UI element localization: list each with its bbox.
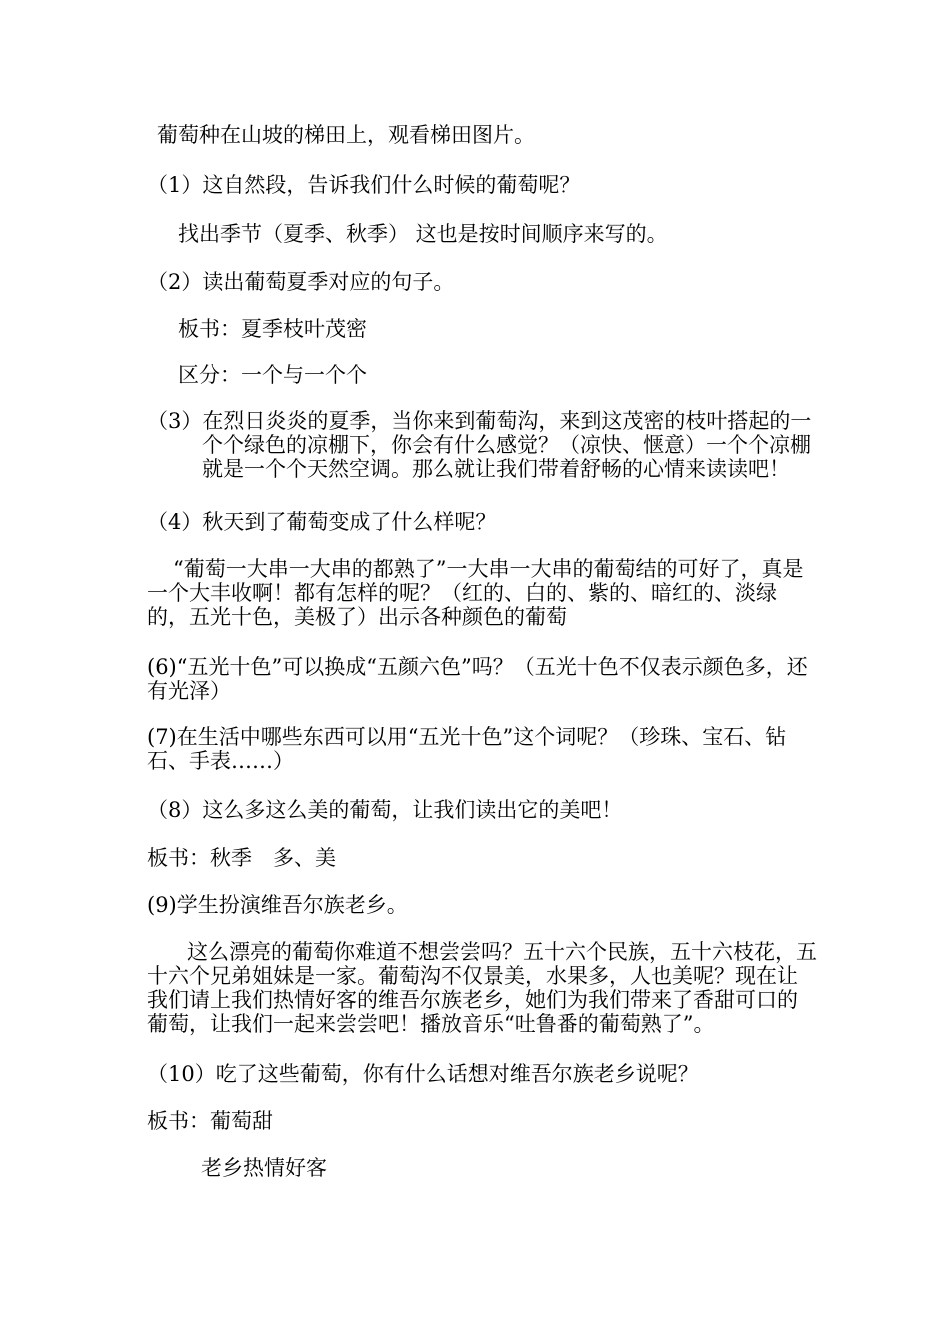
question-1: （1）这自然段，告诉我们什么时候的葡萄呢？ (147, 173, 581, 197)
paragraph-terraced-fields: 葡萄种在山坡的梯田上，观看梯田图片。 (157, 123, 535, 147)
board-note-summer: 板书：夏季枝叶茂密 (178, 317, 367, 341)
question-9: (9)学生扮演维吾尔族老乡。 (147, 893, 408, 917)
question-3: （3）在烈日炎炎的夏季，当你来到葡萄沟，来到这茂密的枝叶搭起的一个个绿色的凉棚下，你会有什么感觉？（凉快、惬意）一个个凉棚就是一个个天然空调。那么就让我们带着舒畅的心情来读读吧！ (147, 409, 812, 481)
board-note-sweet: 板书：葡萄甜 (147, 1109, 273, 1133)
question-7: (7)在生活中哪些东西可以用“五光十色”这个词呢？（珍珠、宝石、钻石、手表……） (147, 725, 787, 773)
question-8: （8）这么多这么美的葡萄，让我们读出它的美吧！ (147, 798, 623, 822)
question-2: （2）读出葡萄夏季对应的句子。 (147, 270, 455, 294)
question-4: （4）秋天到了葡萄变成了什么样呢？ (147, 510, 497, 534)
paragraph-uyghur-villagers: 这么漂亮的葡萄你难道不想尝尝吗？五十六个民族，五十六枝花，五十六个兄弟姐妹是一家。葡萄沟不仅景美，水果多，人也美呢？现在让我们请上我们热情好客的维吾尔族老乡，她们为我们带来了香甜可口的葡萄，让我们一起来尝尝吧！播放音乐“吐鲁番的葡萄熟了”。 (147, 940, 817, 1036)
distinguish-line: 区分：一个与一个个 (178, 363, 367, 387)
find-seasons-line: 找出季节（夏季、秋季） 这也是按时间顺序来写的。 (178, 222, 668, 246)
board-note-hospitable: 老乡热情好客 (201, 1156, 327, 1180)
question-6: (6)“五光十色”可以换成“五颜六色”吗？（五光十色不仅表示颜色多，还有光泽） (147, 655, 808, 703)
paragraph-grapes-ripe: “葡萄一大串一大串的都熟了”一大串一大串的葡萄结的可好了，真是一个大丰收啊！都有怎样的呢？（红的、白的、紫的、暗红的、淡绿的，五光十色，美极了）出示各种颜色的葡萄 (147, 557, 804, 629)
question-10: （10）吃了这些葡萄，你有什么话想对维吾尔族老乡说呢？ (147, 1062, 699, 1086)
board-note-autumn: 板书：秋季 多、美 (147, 846, 336, 870)
